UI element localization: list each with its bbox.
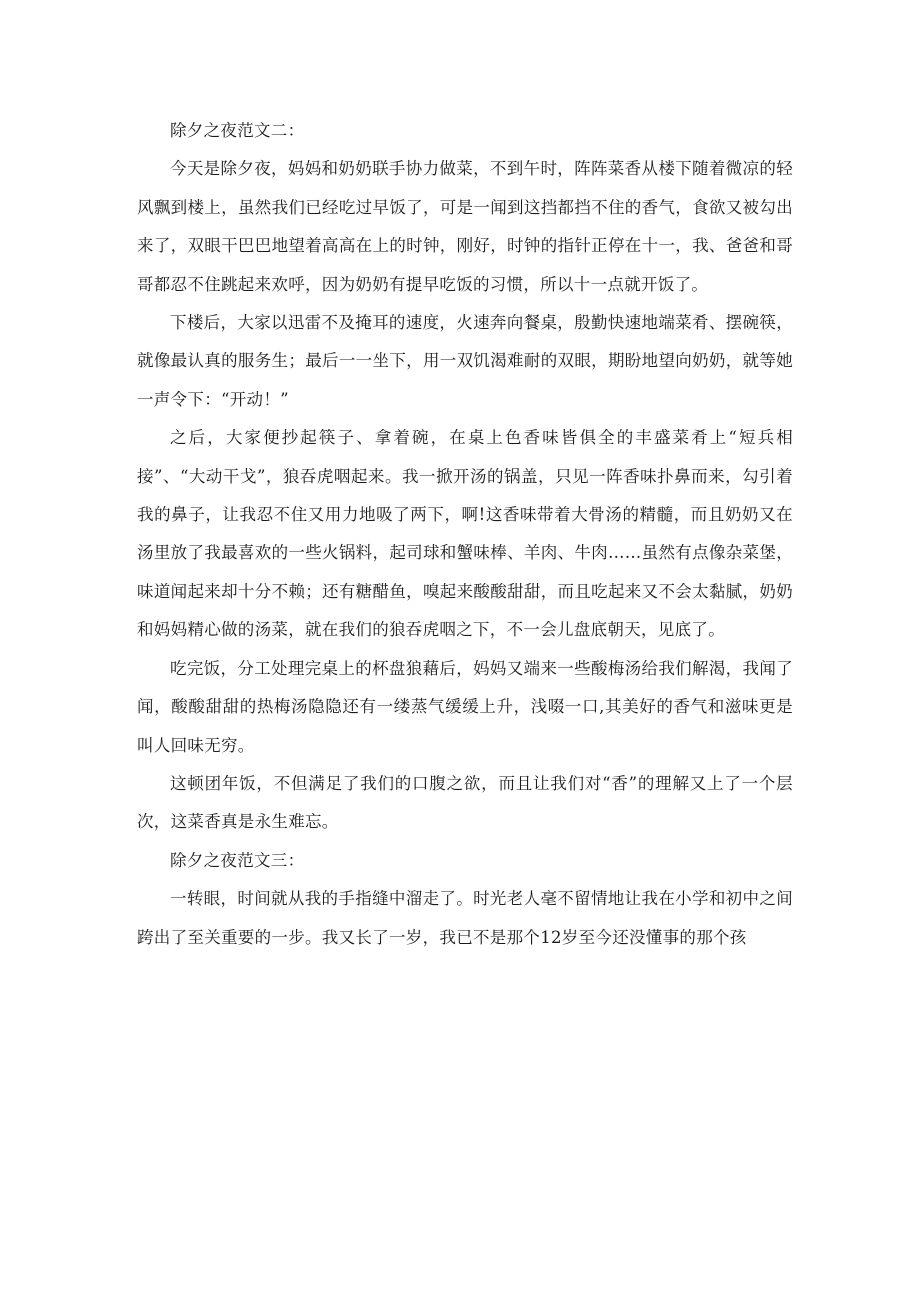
paragraph: 之后，大家便抄起筷子、拿着碗，在桌上色香味皆俱全的丰盛菜肴上“短兵相接”、“大动干戈”，狼吞虎咽起来。我一掀开汤的锅盖，只见一阵香味扑鼻而来，勾引着我的鼻子，让我忍不住又用力地吸了两下，啊!这香味带着大骨汤的精髓，而且奶奶又在汤里放了我最喜欢的一些火锅料，起司球和蟹味棒、羊肉、牛肉……虽然有点像杂菜堡，味道闻起来却十分不赖；还有糖醋鱼，嗅起来酸酸甜甜，而且吃起来又不会太黏腻，奶奶和妈妈精心做的汤菜，就在我们的狼吞虎咽之下，不一会儿盘底朝天，见底了。 [137,428,793,640]
section-heading-3: 除夕之夜范文三： [170,850,305,870]
paragraph: 吃完饭，分工处理完桌上的杯盘狼藉后，妈妈又端来一些酸梅汤给我们解渴，我闻了闻，酸酸甜甜的热梅汤隐隐还有一缕蒸气缓缓上升，浅啜一口,其美好的香气和滋味更是叫人回味无穷。 [137,658,793,755]
section-heading-2: 除夕之夜范文二： [170,121,305,140]
paragraph: 一转眼，时间就从我的手指缝中溜走了。时光老人毫不留情地让我在小学和初中之间跨出了至关重要的一步。我又长了一岁，我已不是那个12岁至今还没懂事的那个孩 [137,889,793,947]
paragraph: 这顿团年饭，不但满足了我们的口腹之欲，而且让我们对“香”的理解又上了一个层次，这菜香真是永生难忘。 [137,773,793,832]
document-body [137,112,793,957]
paragraph: 今天是除夕夜，妈妈和奶奶联手协力做菜，不到午时，阵阵菜香从楼下随着微凉的轻风飘到楼上，虽然我们已经吃过早饭了，可是一闻到这挡都挡不住的香气，食欲又被勾出来了，双眼干巴巴地望着高高在上的时钟，刚好，时钟的指针正停在十一，我、爸爸和哥哥都忍不住跳起来欢呼，因为奶奶有提早吃饭的习惯，所以十一点就开饭了。 [137,159,793,294]
paragraph: 下楼后，大家以迅雷不及掩耳的速度，火速奔向餐桌，殷勤快速地端菜肴、摆碗筷，就像最认真的服务生；最后一一坐下，用一双饥渴难耐的双眼，期盼地望向奶奶，就等她一声令下：“开动！” [137,313,793,409]
